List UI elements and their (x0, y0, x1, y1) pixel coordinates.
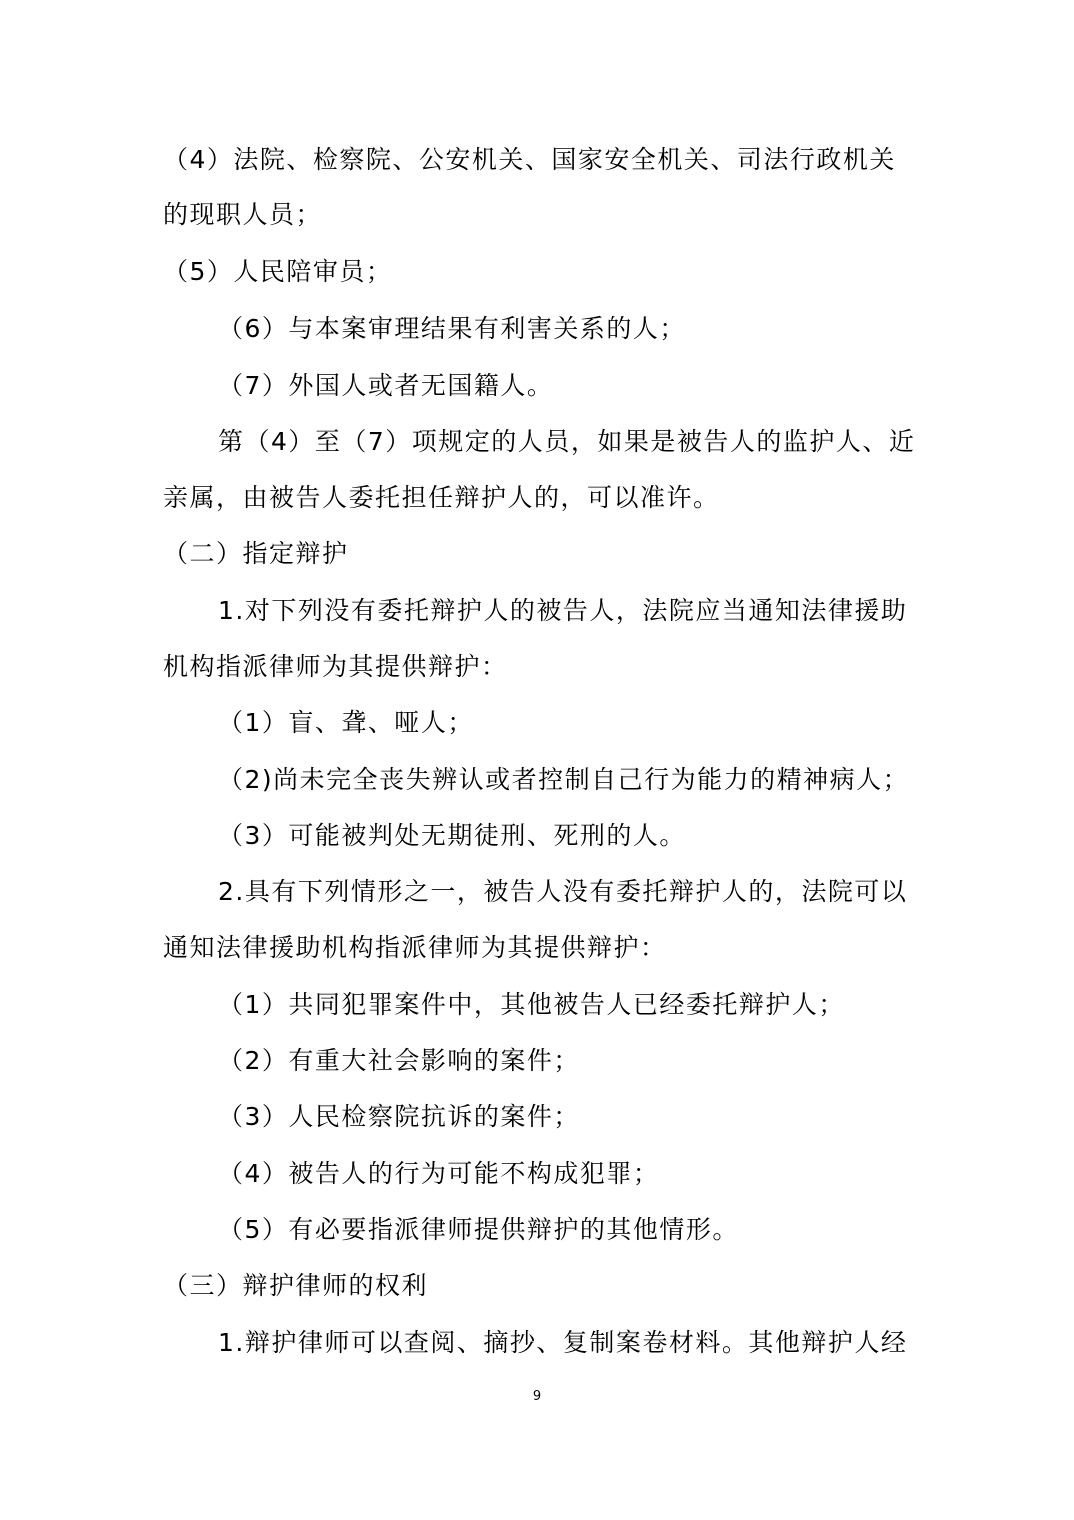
text-line: （7）外国人或者无国籍人。 (218, 371, 554, 400)
page-number: 9 (532, 1389, 542, 1404)
text-line: （4）法院、检察院、公安机关、国家安全机关、司法行政机关 (163, 145, 896, 174)
text-line: （4）被告人的行为可能不构成犯罪； (218, 1159, 660, 1188)
text-line: 第（4）至（7）项规定的人员，如果是被告人的监护人、近 (218, 427, 916, 456)
text-line: 1.对下列没有委托辩护人的被告人，法院应当通知法律援助 (218, 596, 908, 625)
text-line: 的现职人员； (163, 200, 323, 229)
text-line: （1）盲、聋、哑人； (218, 708, 474, 737)
text-line: 通知法律援助机构指派律师为其提供辩护： (163, 933, 667, 962)
text-line: 机构指派律师为其提供辩护： (163, 652, 508, 681)
section-heading: （二）指定辩护 (163, 539, 349, 568)
text-line: 2.具有下列情形之一，被告人没有委托辩护人的，法院可以 (218, 877, 908, 906)
text-line: （3）可能被判处无期徒刑、死刑的人。 (218, 821, 686, 850)
text-line: 1.辩护律师可以查阅、摘抄、复制案卷材料。其他辩护人经 (218, 1328, 908, 1357)
text-line: （2)尚未完全丧失辨认或者控制自己行为能力的精神病人； (218, 765, 910, 794)
text-line: （5）有必要指派律师提供辩护的其他情形。 (218, 1215, 739, 1244)
text-line: （6）与本案审理结果有利害关系的人； (218, 314, 686, 343)
text-line: （5）人民陪审员； (163, 257, 393, 286)
text-line: （3）人民检察院抗诉的案件； (218, 1102, 580, 1131)
text-line: （1）共同犯罪案件中，其他被告人已经委托辩护人； (218, 990, 845, 1019)
section-heading: （三）辩护律师的权利 (163, 1271, 429, 1300)
text-line: 亲属，由被告人委托担任辩护人的，可以准许。 (163, 483, 720, 512)
text-line: （2）有重大社会影响的案件； (218, 1046, 580, 1075)
